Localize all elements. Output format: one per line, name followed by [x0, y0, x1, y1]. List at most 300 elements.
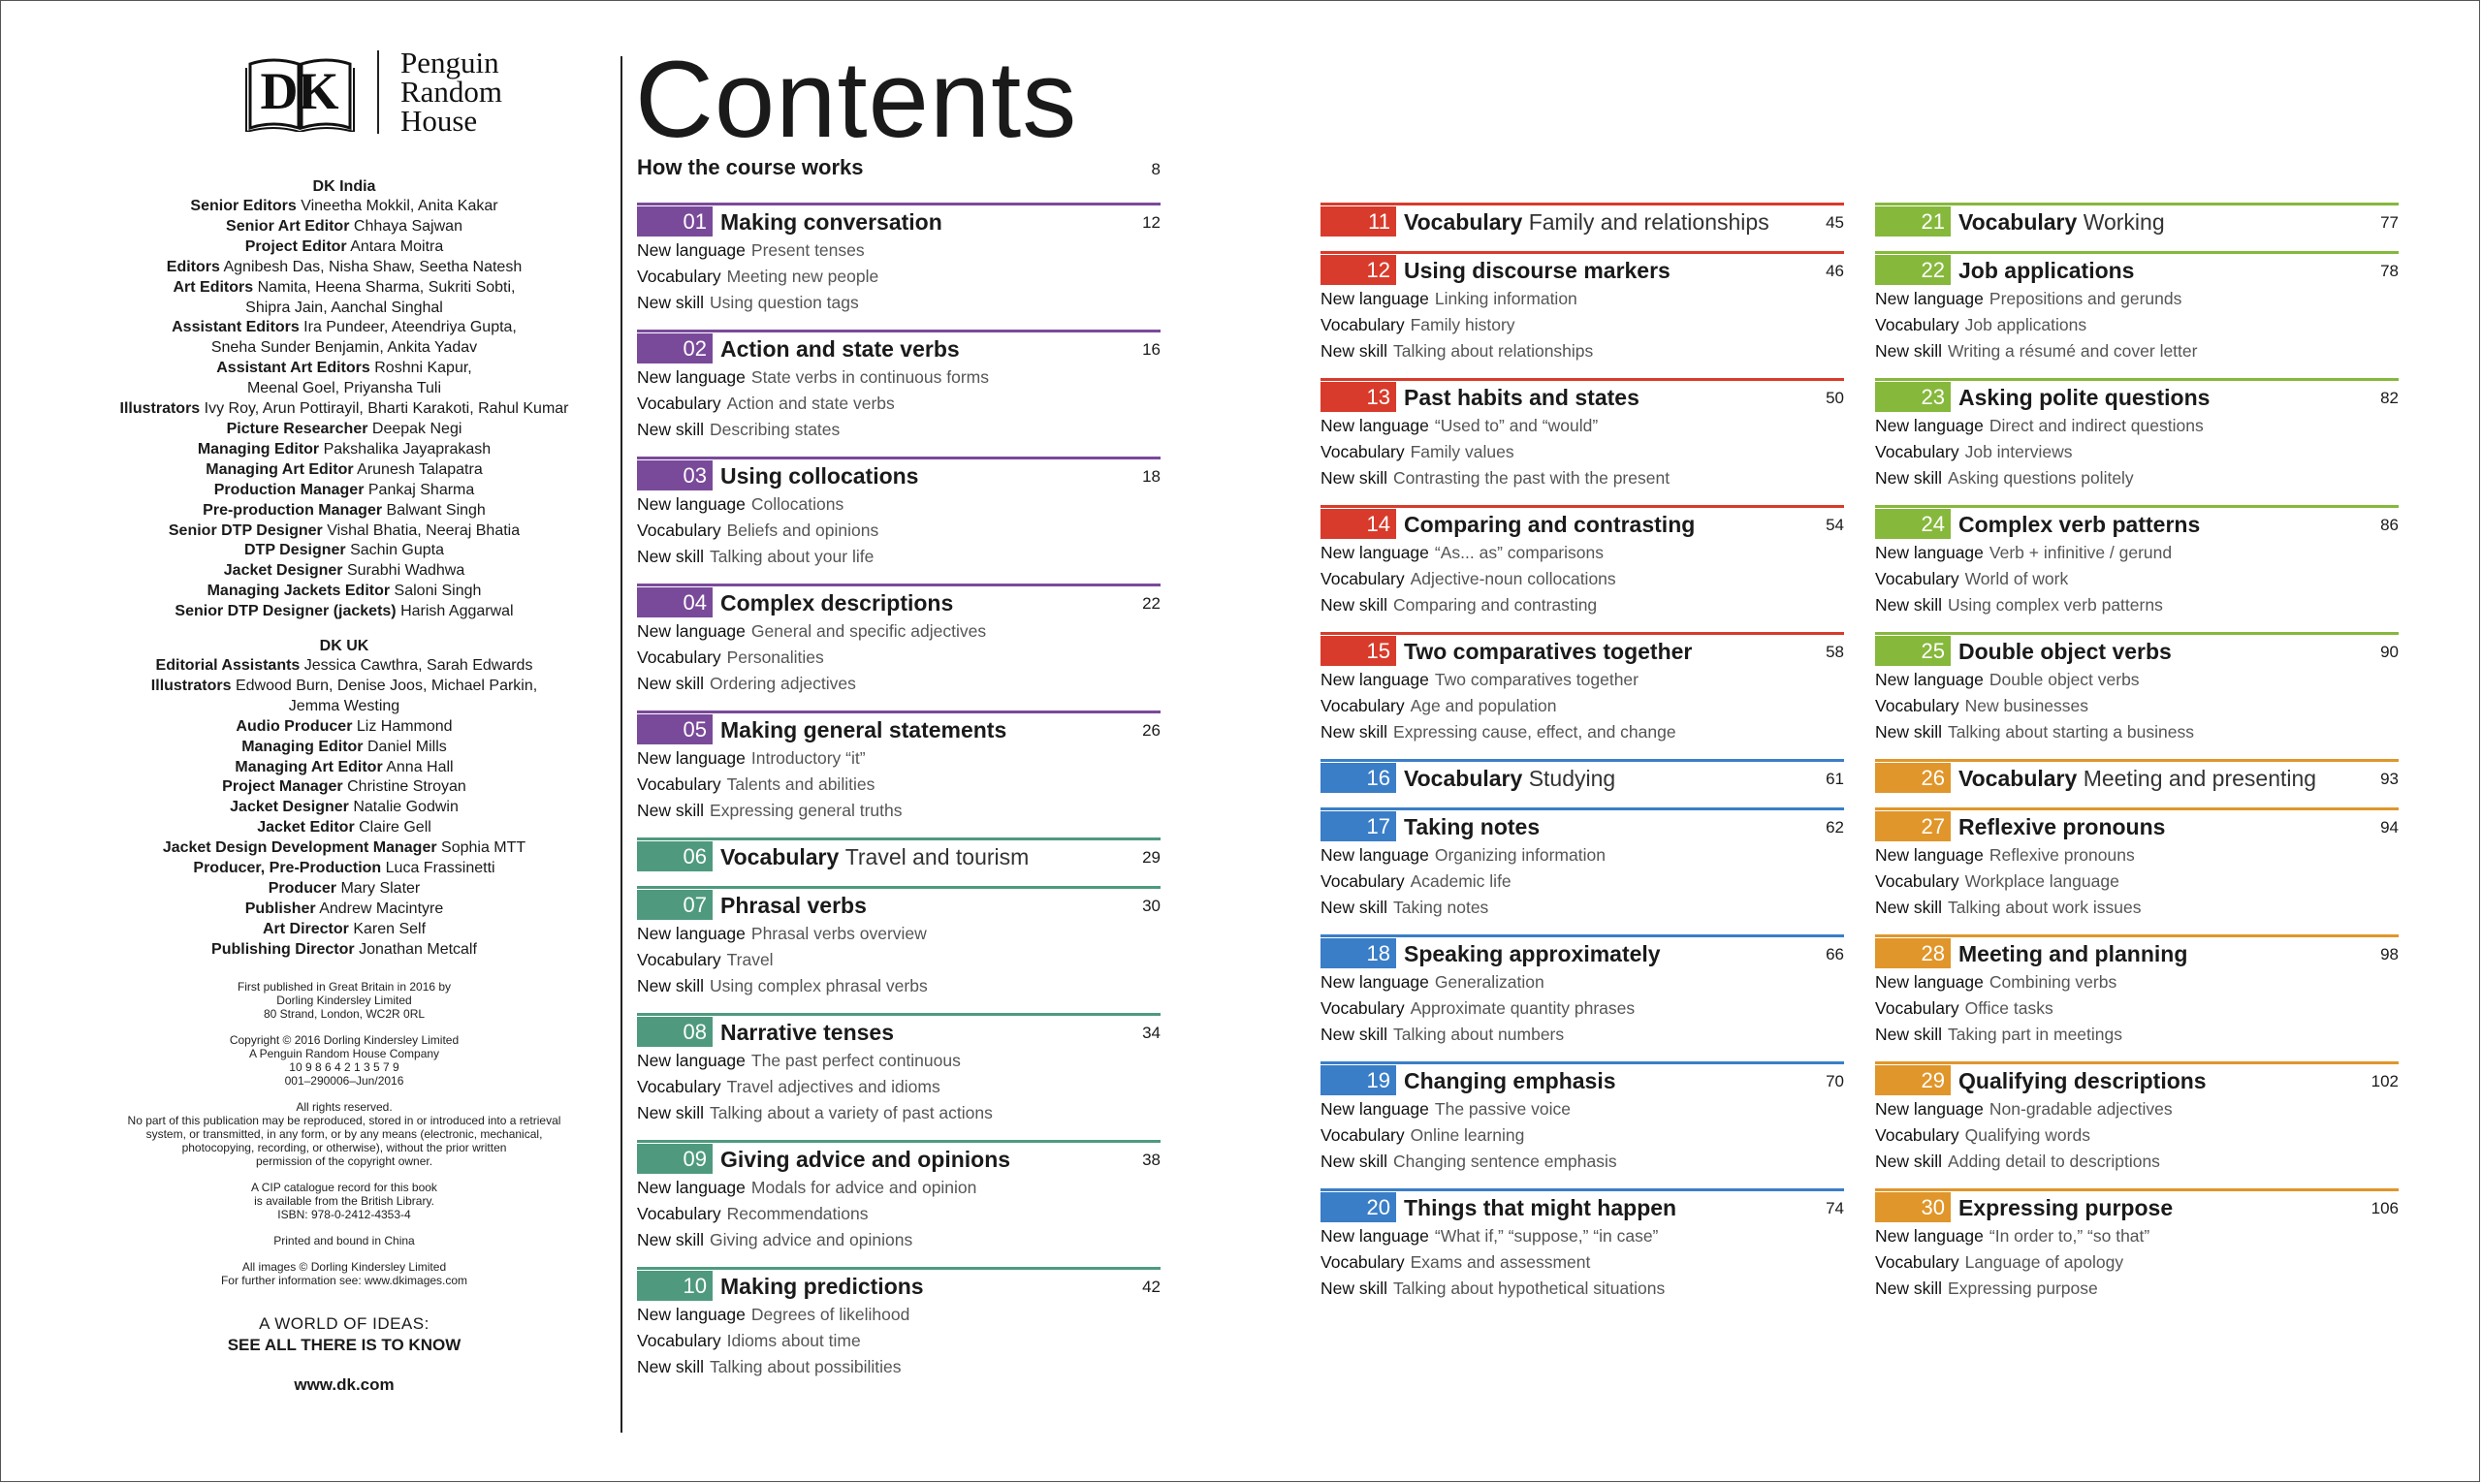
- unit-title-text: Action and state verbs: [720, 336, 960, 362]
- unit-page: 78: [2380, 261, 2399, 280]
- unit-new-skill-row: [637, 671, 1161, 697]
- fine-print-line: ISBN: 978-0-2412-4353-4: [277, 1207, 411, 1221]
- row-value: Approximate quantity phrases: [1410, 998, 1636, 1018]
- credit-role: Managing Art Editor: [235, 758, 383, 775]
- row-value: Age and population: [1410, 696, 1557, 715]
- unit-number: 15: [1321, 636, 1396, 666]
- credit-names: Namita, Heena Sharma, Sukriti Sobti,: [257, 278, 516, 296]
- unit-new-skill-row: [1321, 1022, 1844, 1048]
- unit-number: 16: [1321, 763, 1396, 793]
- row-value: Talking about starting a business: [1948, 722, 2194, 742]
- unit-title: [1958, 1195, 2350, 1221]
- unit-title: [1958, 1068, 2350, 1094]
- credit-names: Sneha Sunder Benjamin, Ankita Yadav: [210, 339, 478, 357]
- unit-header: [1321, 203, 1844, 237]
- unit-title: [1958, 814, 2350, 840]
- unit-title-text: Making general statements: [720, 717, 1007, 742]
- credit-role: Audio Producer: [236, 717, 353, 735]
- credit-names: Vishal Bhatia, Neeraj Bhatia: [327, 521, 521, 539]
- row-label: New skill: [1875, 722, 1943, 742]
- unit-vocabulary-row: [1321, 868, 1844, 895]
- credit-names: Sophia MTT: [441, 839, 526, 857]
- unit-title: [1404, 1068, 1796, 1094]
- unit-page: 74: [1826, 1198, 1844, 1217]
- credit-line: [78, 879, 611, 900]
- unit-header: [1875, 807, 2399, 842]
- unit-header: [1321, 807, 1844, 842]
- unit-header: [1321, 505, 1844, 540]
- unit-title-text: Vocabulary: [1404, 766, 1523, 791]
- unit-title-text: Vocabulary: [1404, 209, 1523, 235]
- unit-entry-02[interactable]: [637, 330, 1161, 457]
- unit-number: 13: [1321, 382, 1396, 412]
- unit-new-language-row: [637, 1175, 1161, 1201]
- row-label: Vocabulary: [1875, 315, 1959, 334]
- credit-role: Picture Researcher: [226, 420, 368, 437]
- credit-line: [78, 798, 611, 818]
- unit-title: [1958, 209, 2350, 236]
- unit-header: [1321, 934, 1844, 969]
- row-label: New skill: [1875, 468, 1943, 488]
- fine-print-line: All rights reserved.: [296, 1099, 393, 1114]
- unit-page: 106: [2371, 1198, 2399, 1217]
- credit-line: [78, 717, 611, 738]
- credit-role: Pre-production Manager: [203, 501, 383, 519]
- unit-number: 26: [1875, 763, 1951, 793]
- row-label: New language: [637, 1051, 746, 1070]
- row-label: Vocabulary: [637, 647, 721, 667]
- unit-page: 58: [1826, 642, 1844, 661]
- unit-page: 62: [1826, 817, 1844, 837]
- credit-line: [78, 460, 611, 481]
- credit-line: [78, 420, 611, 440]
- row-value: Expressing cause, effect, and change: [1393, 722, 1676, 742]
- row-label: Vocabulary: [637, 774, 721, 794]
- website-link[interactable]: www.dk.com: [294, 1374, 395, 1394]
- unit-number: 19: [1321, 1065, 1396, 1095]
- row-label: New language: [1321, 1226, 1429, 1246]
- unit-entry-23[interactable]: [1875, 378, 2399, 505]
- credit-line: [78, 440, 611, 460]
- row-label: Vocabulary: [1875, 1252, 1959, 1272]
- row-label: New skill: [637, 1230, 705, 1249]
- unit-vocabulary-row: [1875, 566, 2399, 592]
- unit-subtitle: Travel and tourism: [844, 844, 1030, 869]
- fine-print-line: photocopying, recording, or otherwise), without the prior written: [181, 1140, 507, 1154]
- unit-title: [1958, 512, 2350, 538]
- row-value: Language of apology: [1964, 1252, 2124, 1272]
- credit-names: Chhaya Sajwan: [353, 217, 462, 235]
- credit-line: [78, 379, 611, 399]
- credit-names: Roshni Kapur,: [374, 360, 472, 377]
- unit-title: [720, 336, 1112, 363]
- unit-entry-18[interactable]: [1321, 934, 1844, 1061]
- row-value: New businesses: [1964, 696, 2089, 715]
- credit-role: Senior DTP Designer (jackets): [175, 603, 397, 620]
- credit-role: Jacket Designer: [223, 562, 343, 580]
- row-label: New skill: [1321, 468, 1388, 488]
- contents-column-3: [1875, 203, 2399, 1315]
- unit-page: 50: [1826, 388, 1844, 407]
- unit-title: [720, 463, 1112, 489]
- unit-vocabulary-row: [1321, 439, 1844, 465]
- unit-entry-25[interactable]: [1875, 632, 2399, 759]
- row-value: Qualifying words: [1964, 1125, 2090, 1145]
- unit-title-text: Comparing and contrasting: [1404, 512, 1696, 537]
- credit-names: Saloni Singh: [394, 583, 482, 600]
- fine-print-line: Copyright © 2016 Dorling Kindersley Limited: [229, 1032, 460, 1047]
- unit-page: 46: [1826, 261, 1844, 280]
- row-value: Expressing general truths: [710, 801, 903, 820]
- unit-entry-30[interactable]: [1875, 1188, 2399, 1315]
- row-value: The passive voice: [1434, 1099, 1571, 1119]
- unit-new-skill-row: [637, 417, 1161, 443]
- unit-number: 28: [1875, 938, 1951, 968]
- unit-new-language-row: [1875, 540, 2399, 566]
- credit-line: [78, 278, 611, 299]
- unit-new-skill-row: [1321, 338, 1844, 364]
- row-value: Using complex verb patterns: [1948, 595, 2163, 615]
- fine-print-line: is available from the British Library.: [254, 1193, 434, 1208]
- row-value: “In order to,” “so that”: [1989, 1226, 2150, 1246]
- row-value: Non-gradable adjectives: [1989, 1099, 2173, 1119]
- credit-role: Managing Art Editor: [206, 460, 354, 478]
- unit-new-language-row: [1875, 1096, 2399, 1122]
- fine-print-line: No part of this publication may be reproduced, stored in or introduced into a retrieval: [127, 1113, 561, 1127]
- row-label: New language: [637, 748, 746, 768]
- unit-new-skill-row: [1875, 465, 2399, 491]
- unit-entry-13[interactable]: [1321, 378, 1844, 505]
- credit-names: Ira Pundeer, Ateendriya Gupta,: [303, 319, 517, 336]
- row-value: Meeting new people: [726, 267, 879, 286]
- credit-line: [78, 318, 611, 338]
- credit-role: Production Manager: [213, 481, 365, 498]
- unit-entry-22[interactable]: [1875, 251, 2399, 378]
- fine-print-line: 80 Strand, London, WC2R 0RL: [263, 1006, 426, 1021]
- unit-new-skill-row: [1321, 592, 1844, 618]
- unit-vocabulary-row: [1875, 1122, 2399, 1149]
- unit-entry-01[interactable]: [637, 203, 1161, 330]
- unit-title-text: Things that might happen: [1404, 1195, 1677, 1220]
- unit-entry-08[interactable]: [637, 1013, 1161, 1140]
- row-value: Office tasks: [1964, 998, 2053, 1018]
- credits-list-uk: [78, 656, 611, 961]
- unit-new-skill-row: [1321, 1276, 1844, 1302]
- credit-names: Edwood Burn, Denise Joos, Michael Parkin,: [235, 677, 538, 694]
- unit-title: [720, 1274, 1112, 1300]
- row-label: New skill: [1321, 1025, 1388, 1044]
- unit-vocabulary-row: [637, 1328, 1161, 1354]
- fine-print-line: 10 9 8 6 4 2 1 3 5 7 9: [289, 1059, 399, 1074]
- copyright-fine-print: [78, 980, 611, 1300]
- credit-role: Jacket Designer: [230, 799, 349, 816]
- unit-header: [637, 710, 1161, 745]
- unit-new-language-row: [1321, 842, 1844, 868]
- credit-role: Producer, Pre-Production: [193, 860, 382, 877]
- row-label: New skill: [637, 1357, 705, 1376]
- credit-line: [78, 359, 611, 379]
- unit-title-text: Job applications: [1958, 258, 2135, 283]
- row-value: Personalities: [726, 647, 824, 667]
- unit-entry-12[interactable]: [1321, 251, 1844, 378]
- contents-column-1: [637, 203, 1161, 1394]
- credit-line: [78, 920, 611, 940]
- unit-entry-16[interactable]: [1321, 759, 1844, 807]
- unit-number: 07: [637, 890, 713, 920]
- unit-title-text: Narrative tenses: [720, 1020, 894, 1045]
- unit-entry-11[interactable]: [1321, 203, 1844, 251]
- row-value: “As... as” comparisons: [1434, 543, 1604, 562]
- unit-header: [1321, 378, 1844, 413]
- unit-subtitle: Studying: [1528, 766, 1616, 791]
- slogan-line-2: SEE ALL THERE IS TO KNOW: [227, 1335, 461, 1354]
- row-value: Using complex phrasal verbs: [710, 976, 928, 995]
- row-label: New skill: [637, 420, 705, 439]
- credit-line: [78, 859, 611, 879]
- row-value: Two comparatives together: [1434, 670, 1639, 689]
- credit-names: Deepak Negi: [371, 420, 462, 437]
- unit-title-text: Taking notes: [1404, 814, 1541, 839]
- unit-entry-21[interactable]: [1875, 203, 2399, 251]
- unit-number: 27: [1875, 811, 1951, 841]
- row-value: Phrasal verbs overview: [750, 924, 927, 943]
- contents-column-2: [1321, 203, 1844, 1315]
- unit-title: [1404, 639, 1796, 665]
- unit-title-text: Changing emphasis: [1404, 1068, 1616, 1093]
- row-value: “Used to” and “would”: [1434, 416, 1599, 435]
- row-value: Exams and assessment: [1410, 1252, 1591, 1272]
- unit-new-skill-row: [1875, 895, 2399, 921]
- unit-entry-17[interactable]: [1321, 807, 1844, 934]
- row-label: New skill: [1875, 898, 1943, 917]
- unit-entry-26[interactable]: [1875, 759, 2399, 807]
- row-label: New skill: [1321, 341, 1388, 361]
- unit-entry-20[interactable]: [1321, 1188, 1844, 1315]
- unit-entry-09[interactable]: [637, 1140, 1161, 1267]
- unit-page: 90: [2380, 642, 2399, 661]
- unit-vocabulary-row: [1321, 995, 1844, 1022]
- row-label: New language: [1875, 972, 1984, 992]
- row-label: Vocabulary: [1875, 442, 1959, 461]
- unit-number: 12: [1321, 255, 1396, 285]
- unit-title-text: Double object verbs: [1958, 639, 2172, 664]
- unit-entry-05[interactable]: [637, 710, 1161, 837]
- unit-new-skill-row: [1321, 1149, 1844, 1175]
- unit-new-skill-row: [1875, 1022, 2399, 1048]
- row-value: Prepositions and gerunds: [1989, 289, 2182, 308]
- intro-label: How the course works: [637, 155, 864, 179]
- unit-page: 54: [1826, 515, 1844, 534]
- row-value: State verbs in continuous forms: [750, 367, 990, 387]
- unit-new-language-row: [637, 364, 1161, 391]
- fine-print-line: Printed and bound in China: [273, 1233, 415, 1247]
- unit-header: [637, 457, 1161, 491]
- unit-vocabulary-row: [1875, 868, 2399, 895]
- unit-title-text: Vocabulary: [720, 844, 840, 869]
- unit-vocabulary-row: [1321, 312, 1844, 338]
- row-value: Asking questions politely: [1948, 468, 2134, 488]
- row-value: Describing states: [710, 420, 841, 439]
- row-value: Generalization: [1434, 972, 1544, 992]
- unit-vocabulary-row: [1875, 1249, 2399, 1276]
- credit-role: Illustrators: [119, 400, 201, 418]
- fine-print-line: system, or transmitted, in any form, or by any means (electronic, mechanical,: [145, 1126, 543, 1141]
- row-label: Vocabulary: [637, 394, 721, 413]
- unit-title: [1404, 512, 1796, 538]
- unit-title: [720, 844, 1112, 870]
- unit-header: [1875, 505, 2399, 540]
- row-label: New language: [1321, 1099, 1429, 1119]
- penguin-random-house-wordmark: Penguin Random House: [399, 46, 503, 138]
- unit-entry-07[interactable]: [637, 886, 1161, 1013]
- unit-page: 82: [2380, 388, 2399, 407]
- row-value: Talking about relationships: [1393, 341, 1594, 361]
- credit-line: [78, 237, 611, 258]
- credit-names: Vineetha Mokkil, Anita Kakar: [301, 198, 498, 214]
- unit-entry-04[interactable]: [637, 584, 1161, 710]
- row-label: Vocabulary: [1321, 1252, 1405, 1272]
- unit-title: [720, 209, 1112, 236]
- unit-page: 42: [1142, 1277, 1161, 1296]
- row-value: Workplace language: [1964, 871, 2119, 891]
- credit-line: [78, 501, 611, 521]
- credit-line: [78, 738, 611, 758]
- row-label: New language: [637, 1178, 746, 1197]
- column-divider: [620, 56, 622, 1433]
- unit-new-language-row: [1875, 667, 2399, 693]
- unit-entry-06[interactable]: [637, 837, 1161, 886]
- unit-new-language-row: [1875, 413, 2399, 439]
- row-value: General and specific adjectives: [750, 621, 987, 641]
- credit-names: Surabhi Wadhwa: [346, 562, 465, 580]
- unit-new-language-row: [1875, 286, 2399, 312]
- unit-entry-10[interactable]: [637, 1267, 1161, 1394]
- unit-header: [637, 1267, 1161, 1302]
- unit-entry-19[interactable]: [1321, 1061, 1844, 1188]
- row-label: Vocabulary: [637, 521, 721, 540]
- row-value: Talking about a variety of past actions: [710, 1103, 993, 1122]
- unit-entry-03[interactable]: [637, 457, 1161, 584]
- unit-header: [637, 1013, 1161, 1048]
- row-value: “What if,” “suppose,” “in case”: [1434, 1226, 1659, 1246]
- unit-new-language-row: [1321, 1223, 1844, 1249]
- row-label: Vocabulary: [1321, 696, 1405, 715]
- row-value: Ordering adjectives: [710, 674, 856, 693]
- unit-subtitle: Family and relationships: [1528, 209, 1769, 235]
- unit-number: 10: [637, 1271, 713, 1301]
- row-value: Job applications: [1964, 315, 2087, 334]
- credit-line: [78, 677, 611, 697]
- row-label: New language: [637, 1305, 746, 1324]
- unit-new-language-row: [637, 745, 1161, 772]
- row-value: Travel adjectives and idioms: [726, 1077, 940, 1096]
- row-label: New language: [637, 240, 746, 260]
- unit-entry-14[interactable]: [1321, 505, 1844, 632]
- credit-role: DTP Designer: [243, 542, 346, 559]
- credit-line: [78, 541, 611, 561]
- row-label: Vocabulary: [1321, 569, 1405, 588]
- unit-entry-29[interactable]: [1875, 1061, 2399, 1188]
- unit-number: 18: [1321, 938, 1396, 968]
- row-label: New language: [1321, 845, 1429, 865]
- unit-new-language-row: [637, 1048, 1161, 1074]
- credit-names: Claire Gell: [359, 819, 431, 837]
- svg-text:DK: DK: [260, 62, 339, 120]
- credit-line: [78, 697, 611, 717]
- page-title: Contents: [635, 39, 1078, 160]
- unit-title: [1404, 1195, 1796, 1221]
- credit-line: [78, 656, 611, 677]
- credit-names: Pankaj Sharma: [367, 481, 475, 498]
- row-label: New language: [1321, 543, 1429, 562]
- credit-role: Jacket Editor: [257, 819, 355, 837]
- unit-header: [1875, 378, 2399, 413]
- unit-number: 21: [1875, 206, 1951, 237]
- unit-title-text: Making predictions: [720, 1274, 924, 1299]
- credits-heading-uk: DK UK: [319, 638, 369, 655]
- credit-names: Harish Aggarwal: [400, 603, 514, 620]
- row-label: New language: [1875, 289, 1984, 308]
- unit-vocabulary-row: [637, 947, 1161, 973]
- unit-entry-28[interactable]: [1875, 934, 2399, 1061]
- row-label: New language: [637, 367, 746, 387]
- unit-page: 102: [2371, 1071, 2399, 1090]
- credit-names: Balwant Singh: [386, 501, 486, 519]
- credit-names: Mary Slater: [340, 880, 421, 897]
- unit-page: 12: [1142, 212, 1161, 232]
- row-value: Verb + infinitive / gerund: [1989, 543, 2173, 562]
- credit-line: [78, 338, 611, 359]
- unit-title-text: Two comparatives together: [1404, 639, 1693, 664]
- credit-role: Senior Art Editor: [226, 217, 350, 235]
- unit-title: [720, 1020, 1112, 1046]
- unit-title: [720, 893, 1112, 919]
- unit-vocabulary-row: [1875, 312, 2399, 338]
- unit-entry-27[interactable]: [1875, 807, 2399, 934]
- row-label: New language: [1875, 845, 1984, 865]
- credit-role: Managing Jackets Editor: [207, 583, 391, 600]
- unit-number: 03: [637, 460, 713, 490]
- unit-entry-24[interactable]: [1875, 505, 2399, 632]
- unit-title-text: Speaking approximately: [1404, 941, 1661, 966]
- unit-page: 16: [1142, 339, 1161, 359]
- intro-entry[interactable]: [637, 155, 1161, 180]
- unit-title: [720, 590, 1112, 616]
- unit-page: 98: [2380, 944, 2399, 963]
- unit-new-skill-row: [1875, 592, 2399, 618]
- row-label: New skill: [637, 801, 705, 820]
- row-value: Direct and indirect questions: [1989, 416, 2204, 435]
- credit-names: Natalie Godwin: [353, 799, 459, 816]
- unit-header: [1321, 632, 1844, 667]
- unit-new-skill-row: [1321, 465, 1844, 491]
- row-label: New skill: [1875, 595, 1943, 615]
- row-value: Combining verbs: [1989, 972, 2117, 992]
- row-label: Vocabulary: [1875, 1125, 1959, 1145]
- unit-vocabulary-row: [1321, 693, 1844, 719]
- unit-number: 30: [1875, 1192, 1951, 1222]
- row-value: World of work: [1964, 569, 2069, 588]
- unit-header: [1875, 934, 2399, 969]
- unit-title-text: Vocabulary: [1958, 209, 2078, 235]
- credit-names: Antara Moitra: [350, 237, 444, 255]
- unit-new-language-row: [1875, 842, 2399, 868]
- row-label: New language: [1875, 1099, 1984, 1119]
- row-label: New skill: [1321, 1279, 1388, 1298]
- credit-line: [78, 561, 611, 582]
- credit-role: Assistant Editors: [172, 319, 300, 336]
- unit-entry-15[interactable]: [1321, 632, 1844, 759]
